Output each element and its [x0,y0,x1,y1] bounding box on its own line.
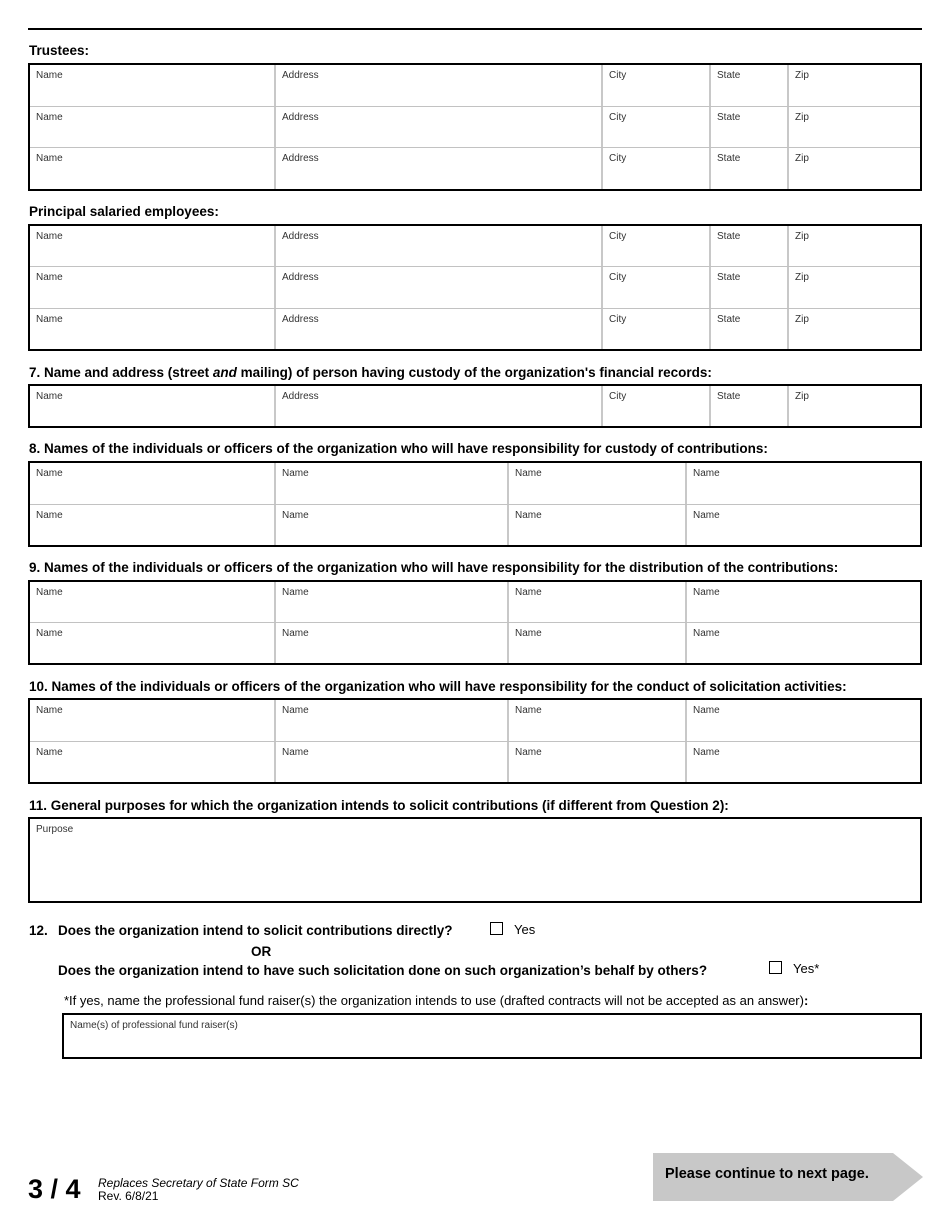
city-field[interactable]: City [601,65,709,106]
name-field[interactable]: Name [36,70,63,81]
name-field[interactable]: Name [36,313,63,325]
name-field[interactable]: Name [507,623,685,663]
table-row [30,463,920,504]
yes-others-checkbox[interactable] [769,961,782,974]
table-row [30,266,920,307]
name-field[interactable]: Name [36,153,63,165]
name-field[interactable]: Name [685,463,920,504]
q10-heading: 10. Names of the individuals or officers of the organization who will have responsibility for the conduct of solicitation activities: [29,679,847,694]
address-field[interactable]: Address [274,386,601,426]
page-number: 3 / 4 [28,1174,81,1204]
q12-direct-question: Does the organization intend to solicit contributions directly? [58,923,453,938]
name-field[interactable]: Name [274,505,507,546]
name-field[interactable]: Name [36,746,63,758]
table-row [30,700,920,741]
address-field[interactable]: Address [274,65,601,106]
name-field[interactable]: Name [685,700,920,741]
name-field[interactable]: Name [274,700,507,741]
address-field[interactable]: Address [274,148,601,189]
name-field[interactable]: Name [507,463,685,504]
employees-table [28,224,922,351]
address-field[interactable]: Address [274,309,601,349]
top-rule [28,28,922,30]
address-field[interactable]: Address [274,107,601,148]
yes-direct-label: Yes [514,922,536,937]
city-field[interactable]: City [601,386,709,426]
name-field[interactable]: Name [36,628,63,639]
name-field[interactable]: Name [507,742,685,783]
city-field[interactable]: City [601,226,709,266]
zip-field[interactable]: Zip [787,65,920,106]
note-text: *If yes, name the professional fund raiser(s) the organization intends to use (drafted contracts will not be accepted as an answer) [64,993,804,1008]
trustees-table [28,63,922,191]
city-field[interactable]: City [601,148,709,189]
name-field[interactable]: Name [36,272,63,284]
trustees-heading: Trustees: [29,43,90,58]
table-row [30,386,920,426]
q7-heading-part: mailing) of person having custody of the organization's financial records: [236,365,712,380]
q9-table [28,580,922,665]
city-field[interactable]: City [601,107,709,148]
name-field[interactable]: Name [36,111,63,123]
city-field[interactable]: City [601,267,709,307]
q10-table [28,698,922,784]
q9-heading: 9. Names of the individuals or officers of the organization who will have responsibility for the distribution of the contributions: [29,560,839,575]
q12-others-question: Does the organization intend to have such solicitation done on such organization’s behalf by others? [58,963,708,978]
yes-others-label: Yes* [793,961,820,976]
name-field[interactable]: Name [36,468,63,479]
name-field[interactable]: Name [507,582,685,622]
table-row [30,741,920,783]
name-field[interactable]: Name [36,705,63,716]
address-field[interactable]: Address [274,267,601,307]
purpose-label: Purpose [36,824,74,835]
state-field[interactable]: State [709,309,787,349]
state-field[interactable]: State [709,65,787,106]
q7-heading-italic: and [212,365,237,380]
name-field[interactable]: Name [274,463,507,504]
zip-field[interactable]: Zip [787,148,920,189]
name-field[interactable]: Name [36,231,63,242]
yes-direct-checkbox[interactable] [490,922,503,935]
fund-raiser-note [64,993,808,1008]
q7-heading [29,365,712,380]
employees-heading: Principal salaried employees: [29,204,219,219]
rev-text: Rev. 6/8/21 [98,1189,159,1203]
table-row [30,147,920,189]
name-field[interactable]: Name [685,623,920,663]
state-field[interactable]: State [709,267,787,307]
state-field[interactable]: State [709,107,787,148]
state-field[interactable]: State [709,226,787,266]
fund-raiser-field[interactable] [62,1013,922,1059]
zip-field[interactable]: Zip [787,226,920,266]
table-row [30,226,920,266]
purpose-field[interactable] [28,817,922,903]
q8-heading: 8. Names of the individuals or officers of the organization who will have responsibility for custody of contributions: [29,441,768,456]
revision-info [98,1177,299,1203]
name-field[interactable]: Name [36,391,63,402]
zip-field[interactable]: Zip [787,386,920,426]
name-field[interactable]: Name [36,509,63,521]
name-field[interactable]: Name [274,623,507,663]
zip-field[interactable]: Zip [787,107,920,148]
table-row [30,65,920,106]
table-row [30,622,920,663]
address-field[interactable]: Address [274,226,601,266]
note-colon: : [803,993,809,1008]
q7-heading-part: 7. Name and address (street [29,365,213,380]
replaces-text: Replaces Secretary of State Form SC [98,1176,299,1190]
fund-raiser-label: Name(s) of professional fund raiser(s) [70,1020,238,1031]
name-field[interactable]: Name [685,505,920,546]
name-field[interactable]: Name [36,587,63,598]
name-field[interactable]: Name [274,582,507,622]
table-row [30,308,920,349]
table-row [30,106,920,148]
continue-banner [653,1153,923,1201]
name-field[interactable]: Name [685,582,920,622]
q7-table [28,384,922,428]
state-field[interactable]: State [709,148,787,189]
table-row [30,582,920,622]
city-field[interactable]: City [601,309,709,349]
name-field[interactable]: Name [507,700,685,741]
q12-number: 12. [29,923,48,938]
table-row [30,504,920,546]
q11-heading: 11. General purposes for which the organization intends to solicit contributions (if different from Question 2): [29,798,729,813]
zip-field[interactable]: Zip [787,267,920,307]
name-field[interactable]: Name [507,505,685,546]
continue-text: Please continue to next page. [665,1166,869,1182]
or-label: OR [251,944,272,959]
q8-table [28,461,922,547]
zip-field[interactable]: Zip [787,309,920,349]
name-field[interactable]: Name [274,742,507,783]
name-field[interactable]: Name [685,742,920,783]
state-field[interactable]: State [709,386,787,426]
